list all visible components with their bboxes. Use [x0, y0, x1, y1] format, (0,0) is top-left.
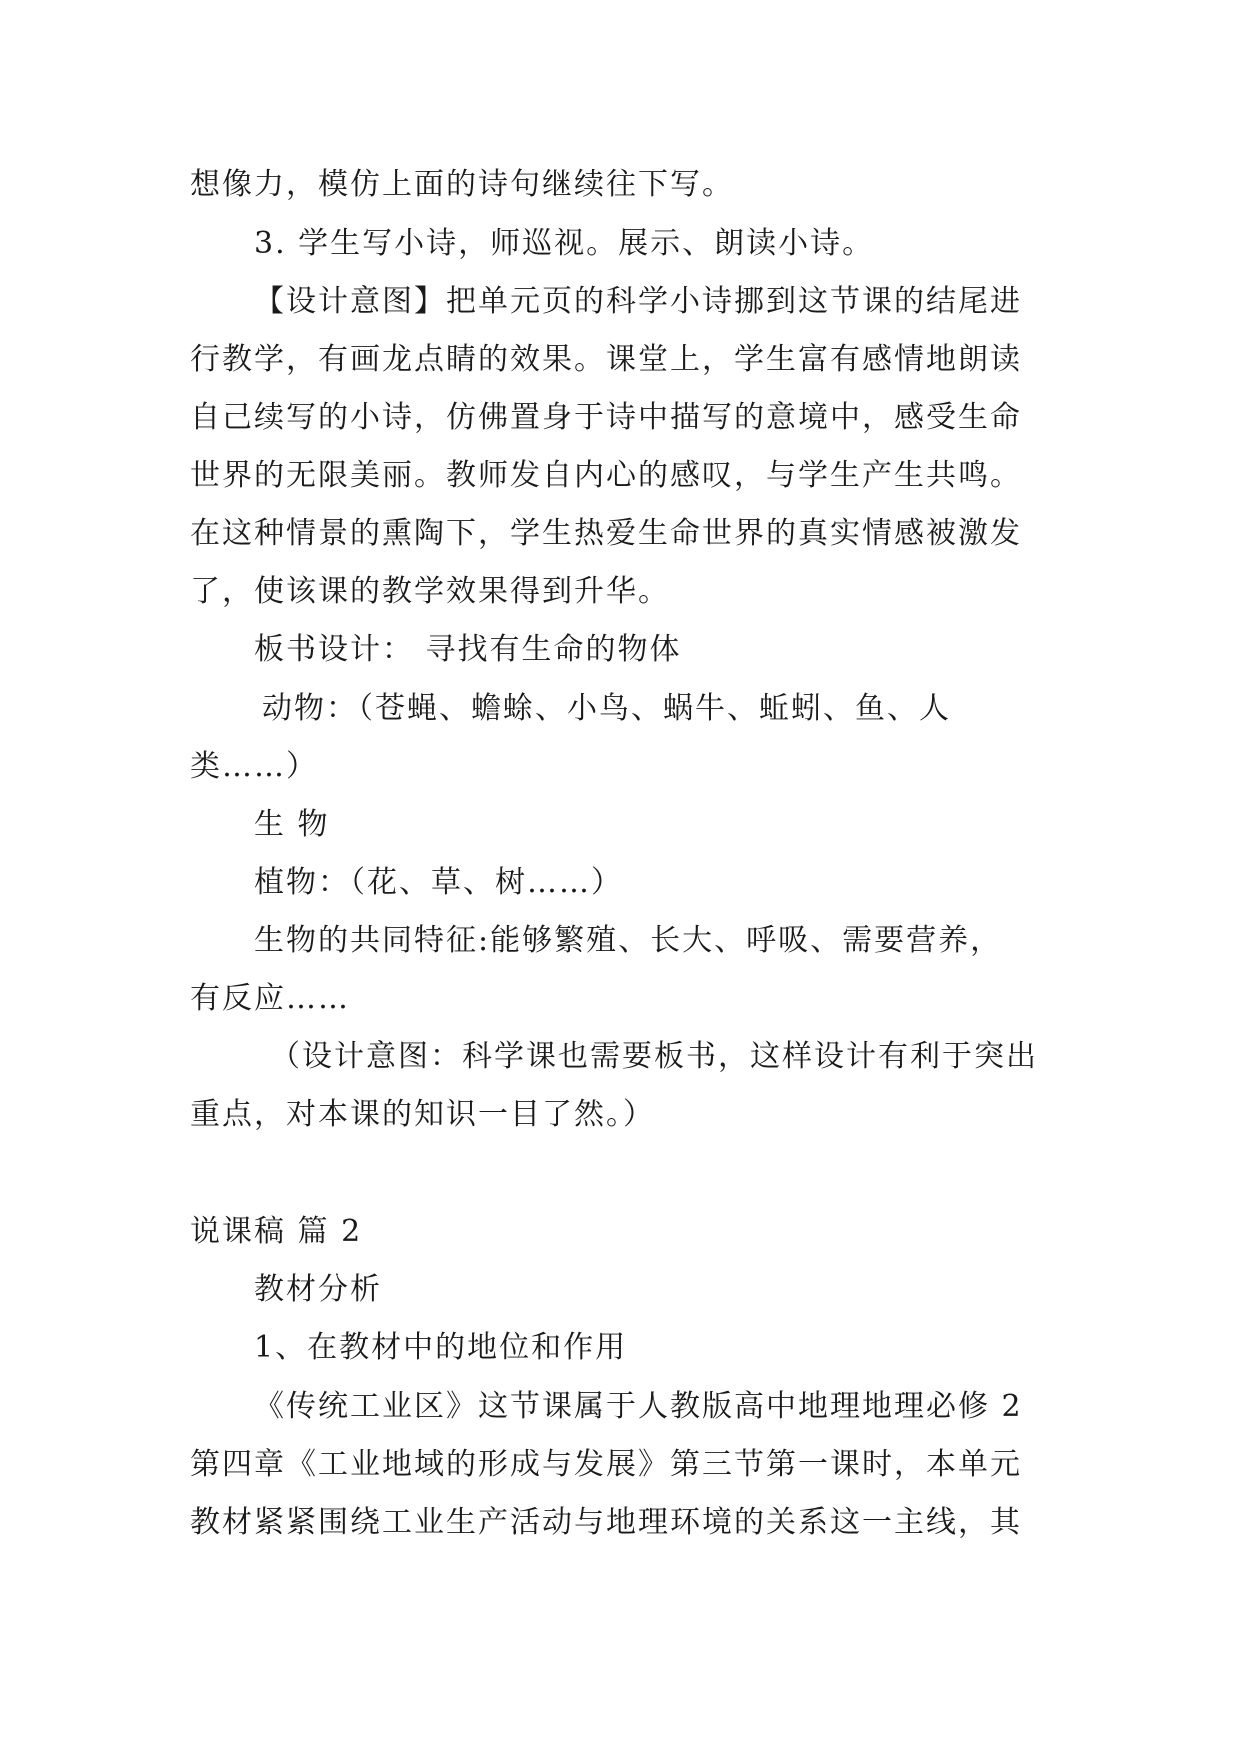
text-line: 植物：（花、草、树……） [254, 865, 623, 900]
text-line: 第四章《工业地域的形成与发展》第三节第一课时，本单元 [190, 1447, 1022, 1482]
text-line: 教材分析 [254, 1272, 382, 1307]
text-line: 教材紧紧围绕工业生产活动与地理环境的关系这一主线，其 [190, 1505, 1022, 1540]
text-line: 1、在教材中的地位和作用 [254, 1330, 628, 1365]
text-line: 想像力，模仿上面的诗句继续往下写。 [190, 167, 734, 202]
text-line: 【设计意图】把单元页的科学小诗挪到这节课的结尾进 [254, 284, 1022, 319]
text-line: 行教学，有画龙点睛的效果。课堂上，学生富有感情地朗读 [190, 342, 1022, 377]
text-line: 世界的无限美丽。教师发自内心的感叹，与学生产生共鸣。 [190, 458, 1022, 493]
text-line: 重点，对本课的知识一目了然。） [190, 1097, 655, 1132]
text-line: 生物的共同特征:能够繁殖、长大、呼吸、需要营养， [254, 923, 1003, 958]
text-line: 类……） [190, 749, 318, 784]
text-line: 有反应…… [190, 981, 350, 1016]
text-line: 在这种情景的熏陶下，学生热爱生命世界的真实情感被激发 [190, 516, 1022, 551]
text-line: 3. 学生写小诗，师巡视。展示、朗读小诗。 [254, 226, 875, 261]
text-line: 生 物 [254, 807, 330, 842]
text-line: 了，使该课的教学效果得到升华。 [190, 574, 670, 609]
text-line: 板书设计： 寻找有生命的物体 [254, 632, 682, 667]
section-heading: 说课稿 篇 2 [190, 1214, 363, 1249]
text-line: 动物：（苍蝇、蟾蜍、小鸟、蜗牛、蚯蚓、鱼、人 [262, 691, 951, 726]
text-line: 《传统工业区》这节课属于人教版高中地理地理必修 2 [254, 1389, 1023, 1424]
text-line: 自己续写的小诗，仿佛置身于诗中描写的意境中，感受生命 [190, 400, 1022, 435]
text-line: （设计意图：科学课也需要板书，这样设计有利于突出 [270, 1039, 1038, 1074]
